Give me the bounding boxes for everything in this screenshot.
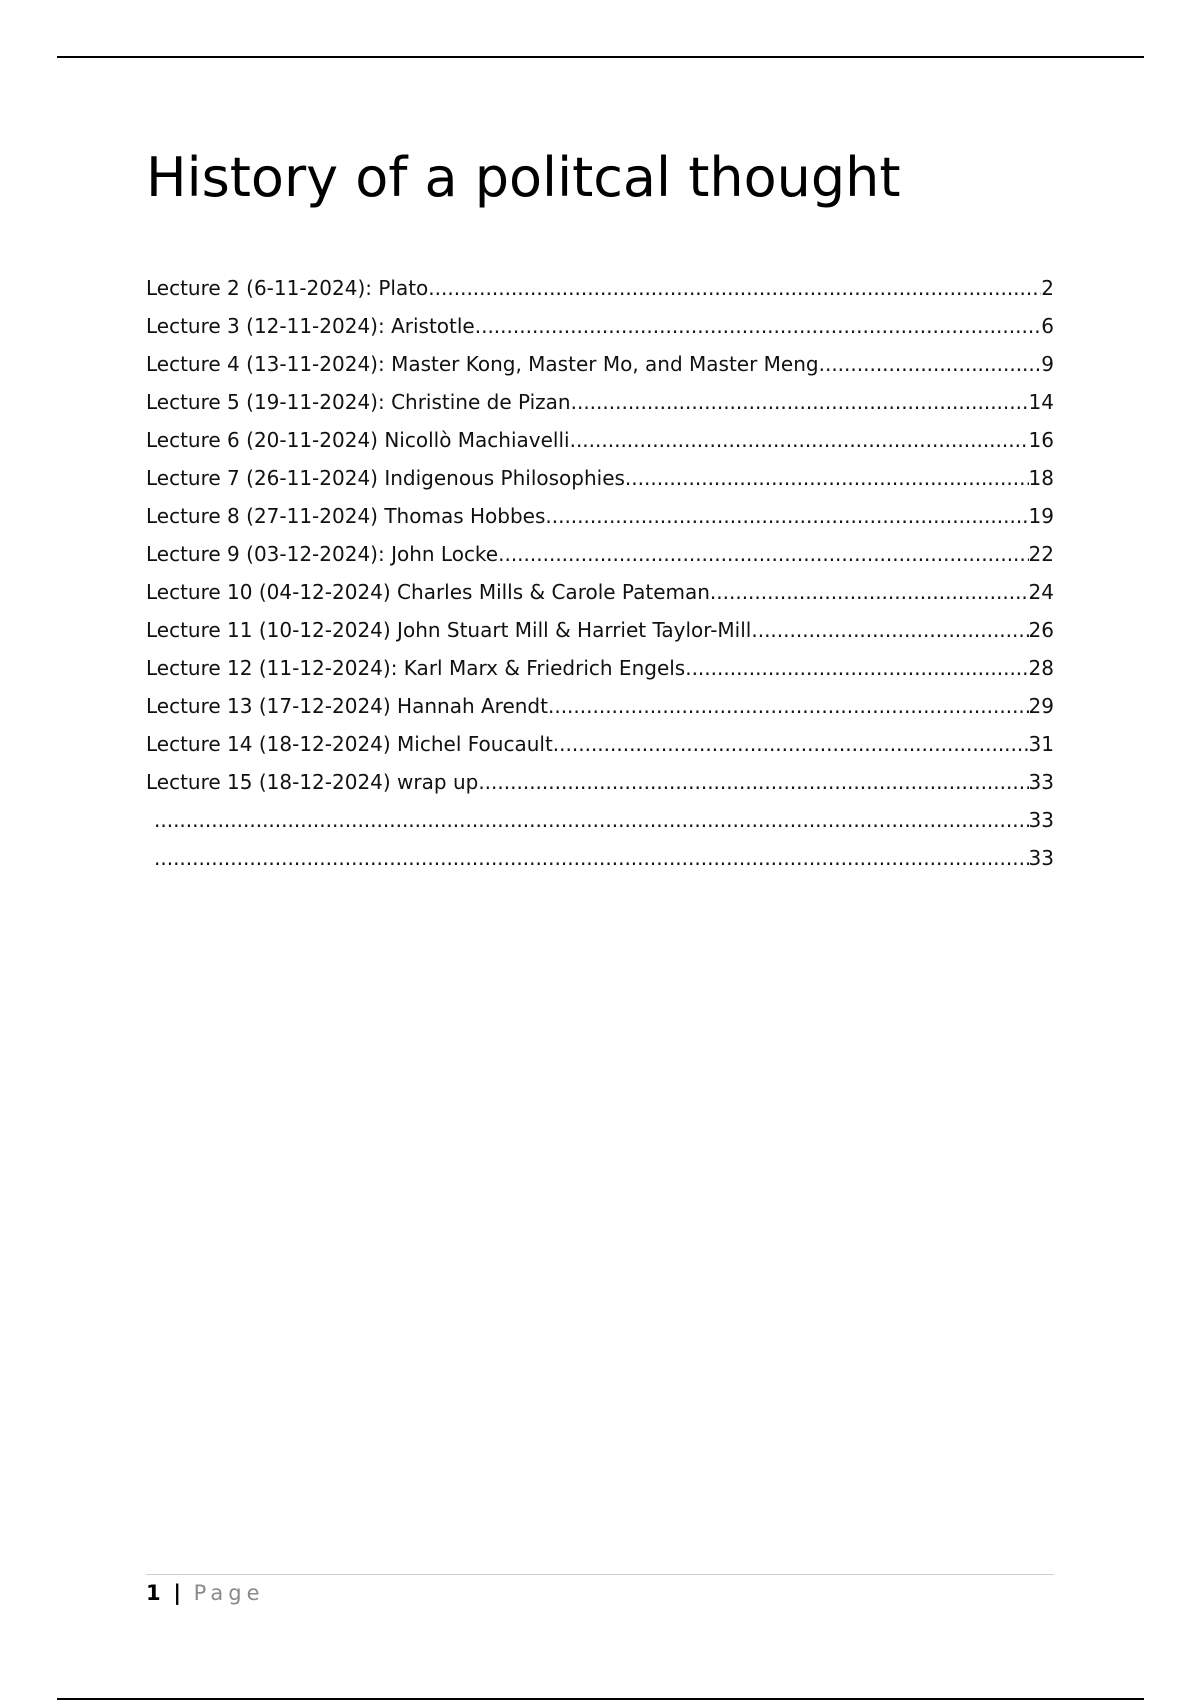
- toc-entry-text: Lecture 2 (6-11-2024): Plato: [146, 276, 429, 300]
- toc-entry[interactable]: [146, 459, 1054, 497]
- toc-dot-leader: [570, 421, 1029, 459]
- toc-dot-leader: [685, 649, 1028, 687]
- toc-dot-leader: [625, 459, 1029, 497]
- toc-dot-leader: [428, 269, 1041, 307]
- toc-entry-empty[interactable]: [146, 801, 1054, 839]
- footer-page-number: 1: [146, 1581, 161, 1605]
- toc-entry-page: 28: [1028, 656, 1054, 680]
- toc-entry-page: 2: [1041, 276, 1054, 300]
- toc-entry-text: Lecture 11 (10-12-2024) John Stuart Mill & Harriet Taylor-Mill: [146, 618, 752, 642]
- toc-entry-page: 9: [1041, 352, 1054, 376]
- toc-dot-leader: [751, 611, 1028, 649]
- toc-dot-leader: [571, 383, 1029, 421]
- toc-entry-page: 22: [1028, 542, 1054, 566]
- top-border-line: [57, 56, 1144, 58]
- toc-dot-leader: [710, 573, 1029, 611]
- toc-entry[interactable]: [146, 725, 1054, 763]
- toc-dot-leader: [475, 307, 1042, 345]
- toc-entry-text: Lecture 15 (18-12-2024) wrap up: [146, 770, 479, 794]
- toc-entry-text: Lecture 10 (04-12-2024) Charles Mills & Carole Pateman: [146, 580, 710, 604]
- toc-entry-page: 33: [1028, 846, 1054, 870]
- page-footer: [146, 1576, 265, 1610]
- footer-divider: [146, 1574, 1054, 1575]
- document-title: History of a politcal thought: [146, 146, 901, 209]
- toc-entry-page: 31: [1028, 732, 1054, 756]
- toc-entry-page: 33: [1028, 808, 1054, 832]
- toc-entry-text: Lecture 13 (17-12-2024) Hannah Arendt: [146, 694, 548, 718]
- toc-entry[interactable]: [146, 687, 1054, 725]
- toc-entry[interactable]: [146, 649, 1054, 687]
- toc-dot-leader: [478, 763, 1028, 801]
- toc-entry-text: Lecture 12 (11-12-2024): Karl Marx & Friedrich Engels: [146, 656, 686, 680]
- footer-page-label: Page: [193, 1581, 265, 1605]
- toc-entry[interactable]: [146, 345, 1054, 383]
- toc-entry[interactable]: [146, 611, 1054, 649]
- toc-entry-empty[interactable]: [146, 839, 1054, 877]
- toc-entry[interactable]: [146, 573, 1054, 611]
- toc-entry-page: 26: [1028, 618, 1054, 642]
- toc-entry-text: Lecture 7 (26-11-2024) Indigenous Philosophies: [146, 466, 625, 490]
- toc-entry-text: Lecture 14 (18-12-2024) Michel Foucault: [146, 732, 553, 756]
- table-of-contents: [146, 269, 1054, 877]
- toc-dot-leader: [548, 687, 1029, 725]
- toc-entry-text: Lecture 9 (03-12-2024): John Locke: [146, 542, 499, 566]
- toc-entry-text: Lecture 6 (20-11-2024) Nicollò Machiavelli: [146, 428, 570, 452]
- toc-entry-page: 29: [1028, 694, 1054, 718]
- toc-entry-text: Lecture 5 (19-11-2024): Christine de Pizan: [146, 390, 571, 414]
- toc-dot-leader: [498, 535, 1028, 573]
- toc-entry[interactable]: [146, 497, 1054, 535]
- toc-entry[interactable]: [146, 763, 1054, 801]
- toc-entry-text: Lecture 8 (27-11-2024) Thomas Hobbes: [146, 504, 546, 528]
- toc-entry-page: 24: [1028, 580, 1054, 604]
- toc-entry-page: 16: [1028, 428, 1054, 452]
- toc-entry-text: Lecture 3 (12-11-2024): Aristotle: [146, 314, 475, 338]
- toc-entry-text: Lecture 4 (13-11-2024): Master Kong, Master Mo, and Master Meng: [146, 352, 819, 376]
- toc-dot-leader: [154, 839, 1029, 877]
- toc-dot-leader: [553, 725, 1029, 763]
- toc-entry[interactable]: [146, 421, 1054, 459]
- toc-dot-leader: [154, 801, 1029, 839]
- footer-separator: |: [173, 1581, 181, 1605]
- toc-entry-page: 19: [1028, 504, 1054, 528]
- toc-entry[interactable]: [146, 307, 1054, 345]
- toc-entry-page: 6: [1041, 314, 1054, 338]
- toc-entry-page: 14: [1028, 390, 1054, 414]
- toc-entry-page: 18: [1028, 466, 1054, 490]
- toc-entry[interactable]: [146, 535, 1054, 573]
- toc-entry-page: 33: [1028, 770, 1054, 794]
- toc-entry[interactable]: [146, 383, 1054, 421]
- toc-dot-leader: [819, 345, 1042, 383]
- toc-entry[interactable]: [146, 269, 1054, 307]
- toc-dot-leader: [545, 497, 1028, 535]
